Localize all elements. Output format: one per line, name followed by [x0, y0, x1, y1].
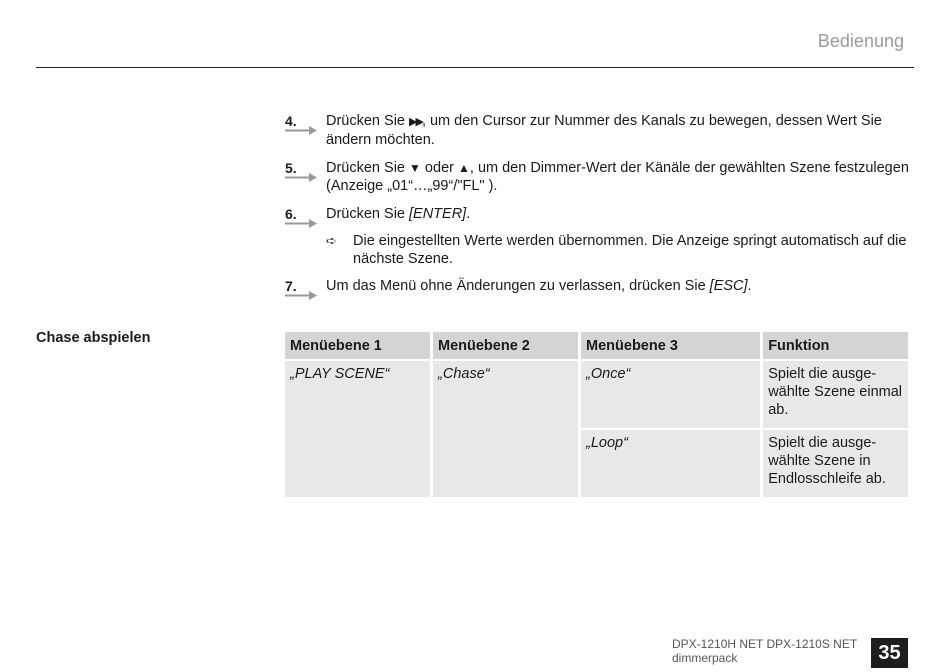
step-number: 7. [285, 278, 297, 294]
menu-level-3-cell: „Loop“ [581, 430, 760, 497]
column-header: Menüebene 2 [433, 332, 578, 359]
step-number: 5. [285, 160, 297, 176]
step-5 [285, 159, 910, 195]
fast-forward-icon: ▶▶ [409, 116, 422, 128]
step-4 [285, 112, 910, 149]
step-text: . [747, 278, 752, 294]
step-number: 4. [285, 113, 297, 129]
step-number: 6. [285, 206, 297, 222]
step-arrow-icon [285, 291, 317, 300]
step-text: , um den Dimmer-Wert der Känäle der gewählten Szene festzulegen (Anzeige „01“…„99“/"FL" ). [326, 160, 909, 194]
page-number: 35 [871, 638, 908, 668]
step-7 [285, 277, 910, 295]
footer-model-line: DPX-1210H NET DPX-1210S NET [672, 637, 858, 651]
menu-table [282, 330, 911, 499]
table-row [285, 361, 908, 428]
column-header: Funktion [763, 332, 908, 359]
menu-level-2-cell: „Chase“ [433, 361, 578, 497]
menu-level-3-cell: „Once“ [581, 361, 760, 428]
step-text: Um das Menü ohne Änderungen zu verlassen, drücken Sie [326, 278, 710, 294]
function-cell: Spielt die ausgewählte Szene einmal ab. [763, 361, 908, 428]
enter-key-reference: [ENTER] [409, 206, 467, 222]
section-title: Chase abspielen [36, 330, 151, 346]
function-cell: Spielt die ausgewählte Szene in Endlosschleife ab. [763, 430, 908, 497]
step-arrow-icon [285, 219, 317, 228]
footer-model-name [672, 637, 857, 665]
footer-model-line: dimmerpack [672, 651, 738, 665]
step-text: . [466, 206, 471, 222]
table-header-row [285, 332, 908, 359]
step-6-result [285, 232, 910, 268]
down-arrow-icon: ▼ [409, 161, 421, 175]
column-header: Menüebene 3 [581, 332, 760, 359]
header-divider [36, 67, 914, 68]
instruction-steps [285, 112, 910, 295]
menu-level-1-cell: „PLAY SCENE“ [285, 361, 430, 497]
esc-key-reference: [ESC] [709, 278, 748, 294]
step-text: Drücken Sie [326, 113, 410, 129]
column-header: Menüebene 1 [285, 332, 430, 359]
up-arrow-icon: ▲ [458, 161, 470, 175]
step-text: Drücken Sie [326, 160, 410, 176]
step-text: oder [420, 160, 458, 176]
step-arrow-icon [285, 126, 317, 135]
result-arrow-icon: ➪ [326, 233, 337, 248]
step-arrow-icon [285, 173, 317, 182]
result-text: Die eingestellten Werte werden übernommen. Die Anzeige springt automatisch auf die nächste Szene. [353, 233, 907, 267]
step-text: Drücken Sie [326, 206, 410, 222]
step-text: , um den Cursor zur Nummer des Kanals zu bewegen, dessen Wert Sie ändern möchten. [326, 113, 882, 148]
step-6 [285, 205, 910, 223]
page-header-title: Bedienung [817, 31, 904, 51]
